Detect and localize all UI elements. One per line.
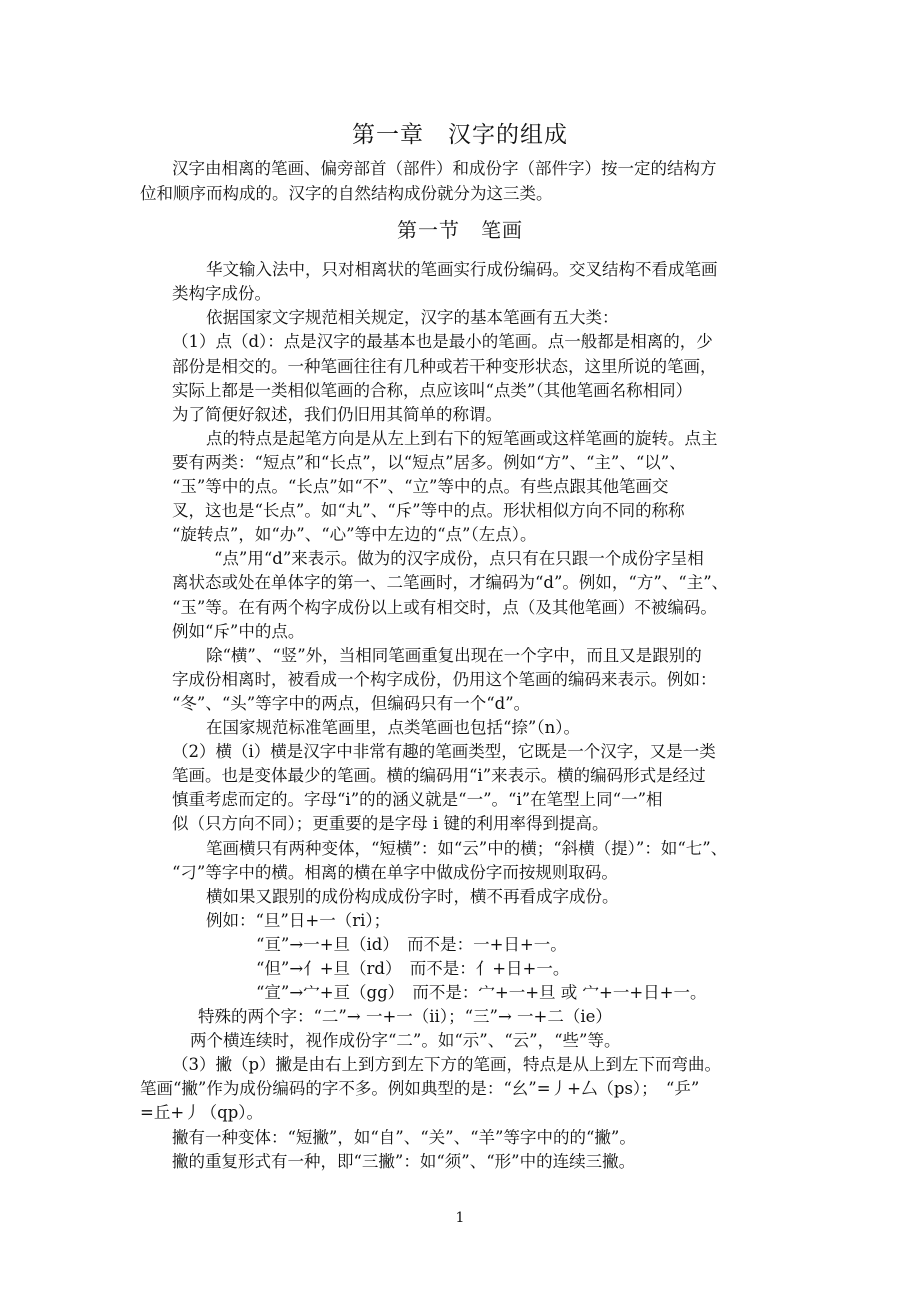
example-line: “宣”→宀+亘（gg） 而不是：宀+一+旦 或 宀+一+日+一。 bbox=[256, 983, 707, 1002]
paragraph-line: 叉，这也是“长点”。如“丸”、“斥”等中的点。形状相似方向不同的称称 bbox=[172, 501, 685, 520]
chapter-title: 第一章 汉字的组成 bbox=[352, 122, 568, 148]
paragraph-line: 类构字成份。 bbox=[172, 284, 271, 303]
paragraph-line: =丘+丿（qp）。 bbox=[140, 1103, 264, 1122]
paragraph-line: 离状态或处在单体字的第一、二笔画时，才编码为“d”。例如，“方”、“主”、 bbox=[172, 573, 729, 592]
paragraph-line: 似（只方向不同）；更重要的是字母 i 键的利用率得到提高。 bbox=[172, 814, 609, 833]
paragraph-line: 撇的重复形式有一种，即“三撇”：如“须”、“形”中的连续三撇。 bbox=[172, 1152, 636, 1171]
paragraph-line: 特殊的两个字：“二”→ 一+一（ii）；“三”→ 一+二（ie） bbox=[198, 1007, 612, 1026]
paragraph-line: 位和顺序而构成的。汉字的自然结构成份就分为这三类。 bbox=[140, 184, 553, 203]
paragraph-line: 横如果又跟别的成份构成成份字时，横不再看成字成份。 bbox=[206, 887, 619, 906]
example-line: “但”→亻+旦（rd） 而不是：亻+日+一。 bbox=[256, 959, 570, 978]
paragraph-line: 依据国家文字规范相关规定，汉字的基本笔画有五大类： bbox=[206, 308, 619, 327]
paragraph-line: 慎重考虑而定的。字母“i”的的涵义就是“一”。“i”在笔型上同“一”相 bbox=[172, 790, 663, 809]
paragraph-line: “玉”等中的点。“长点”如“不”、“立”等中的点。有些点跟其他笔画交 bbox=[172, 477, 669, 496]
paragraph-line: “冬”、“头”等字中的两点，但编码只有一个“d”。 bbox=[172, 694, 531, 713]
page-number: 1 bbox=[455, 1210, 465, 1226]
paragraph-line: 部份是相交的。一种笔画往往有几种或若干种变形状态，这里所说的笔画， bbox=[172, 357, 717, 376]
paragraph-line: 笔画横只有两种变体，“短横”：如“云”中的横；“斜横（提）”：如“七”、 bbox=[206, 839, 728, 858]
paragraph-line: “点”用“d”来表示。做为的汉字成份，点只有在只跟一个成份字呈相 bbox=[214, 549, 704, 568]
example-line: “亘”→一+旦（id） 而不是：一+日+一。 bbox=[256, 935, 567, 954]
paragraph-line: 汉字由相离的笔画、偏旁部首（部件）和成份字（部件字）按一定的结构方 bbox=[172, 159, 717, 178]
paragraph-line: （2）横（i）横是汉字中非常有趣的笔画类型，它既是一个汉字，又是一类 bbox=[172, 742, 716, 761]
paragraph-line: 要有两类：“短点”和“长点”，以“短点”居多。例如“方”、“主”、“以”、 bbox=[172, 453, 686, 472]
section-title: 第一节 笔画 bbox=[397, 218, 523, 242]
paragraph-line: 字成份相离时，被看成一个构字成份，仍用这个笔画的编码来表示。例如： bbox=[172, 670, 717, 689]
paragraph-line: 在国家规范标准笔画里，点类笔画也包括“捺”（n）。 bbox=[206, 718, 580, 737]
paragraph-line: 笔画“撇”作为成份编码的字不多。例如典型的是：“幺”=丿+厶（ps）； “乒” bbox=[140, 1079, 700, 1098]
paragraph-line: （1）点（d）：点是汉字的最基本也是最小的笔画。点一般都是相离的，少 bbox=[172, 332, 713, 351]
paragraph-line: “旋转点”，如“办”、“心”等中左边的“点”（左点）。 bbox=[172, 525, 537, 544]
paragraph-line: 除“横”、“竖”外，当相同笔画重复出现在一个字中，而且又是跟别的 bbox=[206, 646, 702, 665]
paragraph-line: “玉”等。在有两个构字成份以上或有相交时，点（及其他笔画）不被编码。 bbox=[172, 598, 717, 617]
paragraph-line: “刁”等字中的横。相离的横在单字中做成份字而按规则取码。 bbox=[172, 863, 618, 882]
paragraph-line: 点的特点是起笔方向是从左上到右下的短笔画或这样笔画的旋转。点主 bbox=[206, 429, 718, 448]
paragraph-line: 两个横连续时，视作成份字“二”。如“示”、“云”，“些”等。 bbox=[190, 1031, 621, 1050]
paragraph-line: 撇有一种变体：“短撇”，如“自”、“关”、“羊”等字中的的“撇”。 bbox=[172, 1128, 636, 1147]
paragraph-line: 华文输入法中，只对相离状的笔画实行成份编码。交叉结构不看成笔画 bbox=[206, 260, 718, 279]
example-line: 例如：“旦”日+一（ri）； bbox=[206, 911, 391, 930]
paragraph-line: （3）撇（p）撇是由右上到方到左下方的笔画，特点是从上到左下而弯曲。 bbox=[172, 1055, 722, 1074]
paragraph-line: 实际上都是一类相似笔画的合称，点应该叫“点类”（其他笔画名称相同） bbox=[172, 381, 693, 400]
paragraph-line: 笔画。也是变体最少的笔画。横的编码用“i”来表示。横的编码形式是经过 bbox=[172, 766, 706, 785]
paragraph-line: 为了简便好叙述，我们仍旧用其简单的称谓。 bbox=[172, 405, 502, 424]
paragraph-line: 例如“斥”中的点。 bbox=[172, 622, 305, 641]
